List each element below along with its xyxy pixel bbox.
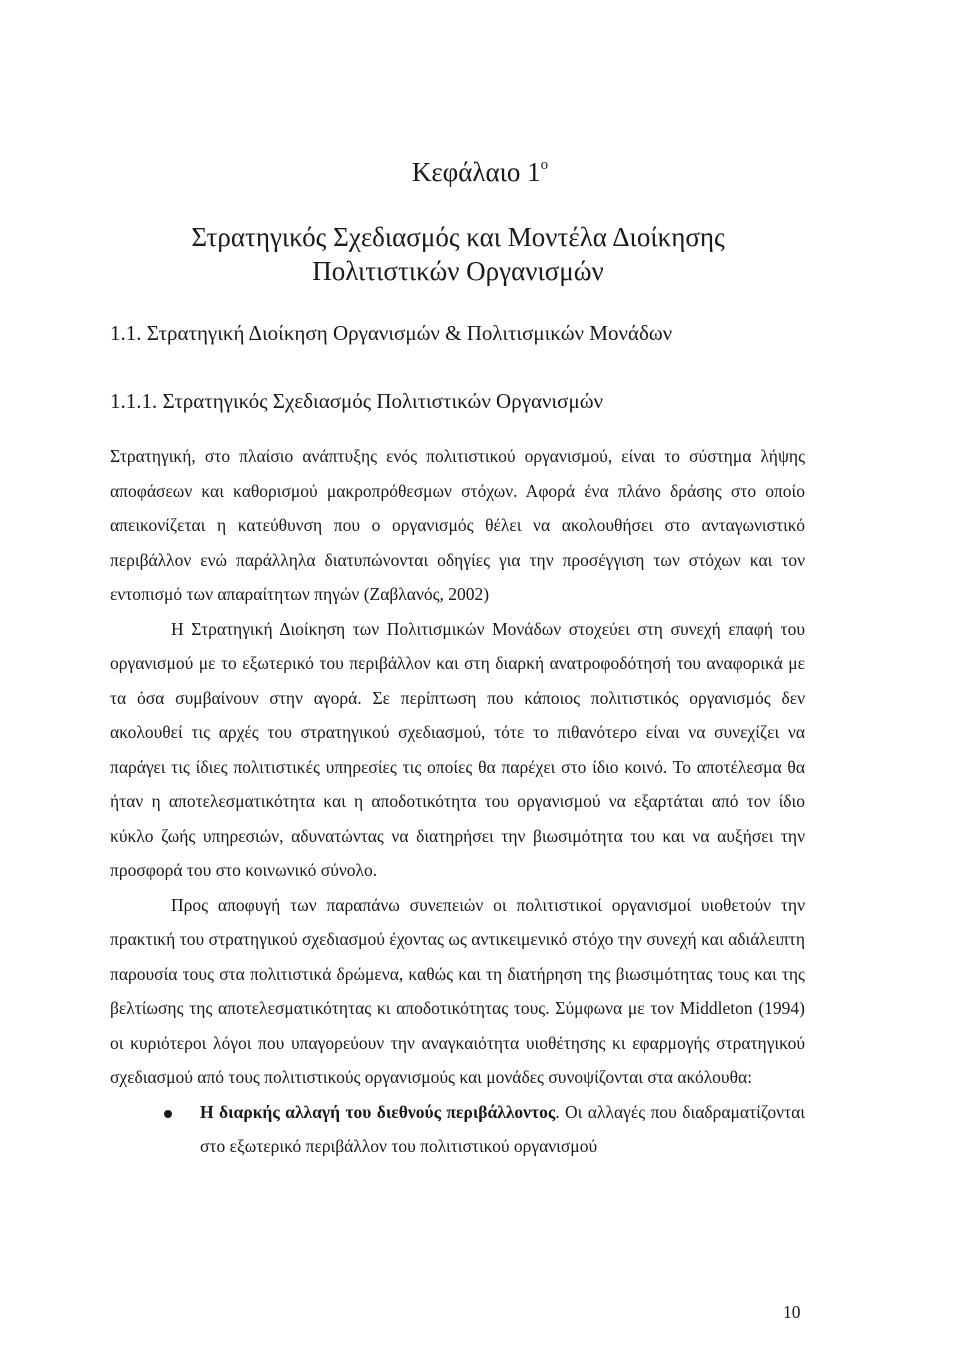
chapter-label: Κεφάλαιο 1 [411,157,541,187]
bullet-item-bold-lead: Η διαρκής αλλαγή του διεθνούς περιβάλλοντος [200,1101,556,1122]
bullet-list [110,1095,805,1164]
bullet-item-text: . Οι αλλαγές που διαδραματίζονται στο εξωτερικό περιβάλλον του πολιτιστικού οργανισμού [200,1101,805,1156]
page-title [0,220,916,288]
subsection-heading: 1.1.1. Στρατηγικός Σχεδιασμός Πολιτιστικών Οργανισμών [110,389,604,413]
paragraph-1: Στρατηγική, στο πλαίσιο ανάπτυξης ενός πολιτιστικού οργανισμού, είναι το σύστημα λήψης αποφάσεων και καθορισμού μακροπρόθεσμων στόχων. Αφορά ένα πλάνο δράσης στο οποίο απεικονίζεται η κατεύθυνση που ο οργανισμός θέλει να ακολουθήσει στο ανταγωνιστικό περιβάλλον ενώ παράλληλα διατυπώνονται οδηγίες για την προσέγγιση των στόχων και τον εντοπισμό των απαραίτητων πηγών (Ζαβλανός, 2002) [110,446,805,604]
paragraph-3: Προς αποφυγή των παραπάνω συνεπειών οι πολιτιστικοί οργανισμοί υιοθετούν την πρακτική του στρατηγικού σχεδιασμού έχοντας ως αντικειμενικό στόχο την συνεχή και αδιάλειπτη παρουσία τους στα πολιτιστικά δρώμενα, καθώς και τη διατήρηση της βιωσιμότητας τους και της βελτίωσης της αποτελεσματικότητας κι αποδοτικότητας τους. Σύμφωνα με τον Middleton (1994) οι κυριότεροι λόγοι που υπαγορεύουν την αναγκαιότητα υιοθέτησης κι εφαρμογής στρατηγικού σχεδιασμού από τους πολιτιστικούς οργανισμούς και μονάδες συνοψίζονται στα ακόλουθα: [110,894,805,1087]
page-title-line-1: Στρατηγικός Σχεδιασμός και Μοντέλα Διοίκησης [191,222,725,252]
bullet-dot-icon [164,1110,172,1118]
chapter-heading [0,155,960,189]
body-text [110,439,805,1164]
bullet-item [110,1095,805,1164]
section-heading: 1.1. Στρατηγική Διοίκηση Οργανισμών & Πολιτισμικών Μονάδων [110,321,673,345]
page-title-line-2: Πολιτιστικών Οργανισμών [312,256,604,286]
chapter-superscript: ο [540,157,549,173]
page-number: 10 [783,1302,801,1322]
paragraph-2: Η Στρατηγική Διοίκηση των Πολιτισμικών Μονάδων στοχεύει στη συνεχή επαφή του οργανισμού με το εξωτερικό του περιβάλλον και στη διαρκή ανατροφοδότησή του αναφορικά με τα όσα συμβαίνουν στην αγορά. Σε περίπτωση που κάποιος πολιτιστικός οργανισμός δεν ακολουθεί τις αρχές του στρατηγικού σχεδιασμού, τότε το πιθανότερο είναι να συνεχίζει να παράγει τις ίδιες πολιτιστικές υπηρεσίες τις οποίες θα παρέχει στο ίδιο κοινό. Το αποτέλεσμα θα ήταν η αποτελεσματικότητα και η αποδοτικότητα του οργανισμού να εξαρτάται από τον ίδιο κύκλο ζωής υπηρεσιών, αδυνατώντας να διατηρήσει την βιωσιμότητα του και να αυξήσει την προσφορά του στο κοινωνικό σύνολο. [110,618,805,880]
